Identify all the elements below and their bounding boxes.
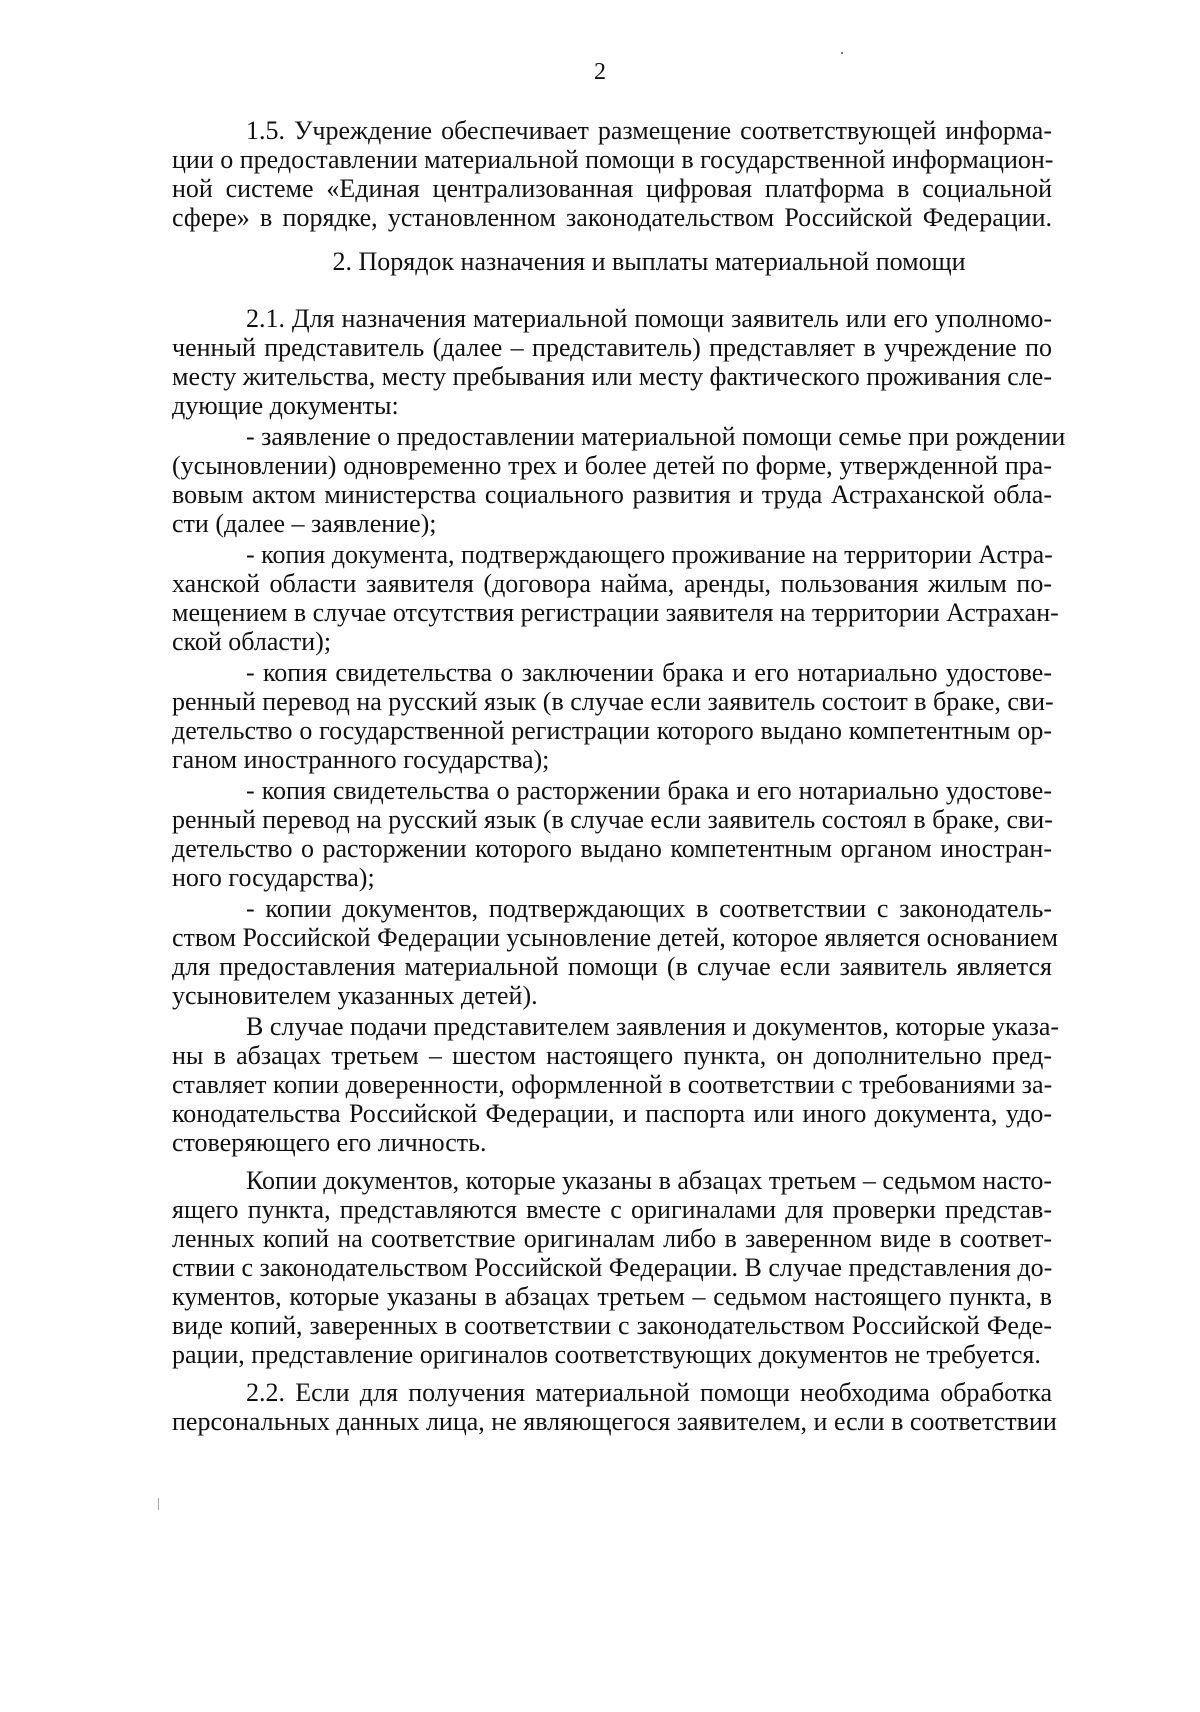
text-line: ны в абзацах третьем – шестом настоящего пункта, он дополнительно пред- <box>172 1041 1052 1070</box>
text-line: ханской области заявителя (договора найма, аренды, пользования жилым по- <box>172 569 1052 598</box>
paragraph-representative <box>172 1012 1060 1157</box>
text-line: дующие документы: <box>172 391 399 420</box>
page-number: 2 <box>594 59 606 85</box>
text-line: ции о предоставлении материальной помощи в государственной информацион- <box>172 145 1054 174</box>
list-item-marriage-certificate <box>172 658 1052 774</box>
text-line: месту жительства, месту пребывания или месту фактического проживания сле- <box>172 362 1052 391</box>
text-line: кументов, которые указаны в абзацах третьем – седьмом настоящего пункта, в <box>172 1282 1052 1311</box>
text-line: (усыновлении) одновременно трех и более детей по форме, утвержденной пра- <box>172 451 1052 480</box>
text-line: мещением в случае отсутствия регистрации заявителя на территории Астрахан- <box>172 598 1059 627</box>
text-line: вовым актом министерства социального развития и труда Астраханской обла- <box>172 480 1052 509</box>
text-line: ченный представитель (далее – представитель) представляет в учреждение по <box>172 333 1052 362</box>
text-line: - копия свидетельства о расторжении брака и его нотариально удостове- <box>246 776 1052 805</box>
text-line: ной системе «Единая централизованная цифровая платформа в социальной <box>172 174 1052 203</box>
paragraph-1-5 <box>172 116 1052 232</box>
text-line: Копии документов, которые указаны в абзацах третьем – седьмом насто- <box>246 1166 1053 1195</box>
list-item-adoption-documents <box>172 894 1058 1010</box>
document-body <box>172 116 1066 1436</box>
text-line: - заявление о предоставлении материальной помощи семье при рождении <box>246 422 1066 451</box>
scan-speck <box>841 52 843 54</box>
paragraph-2-2 <box>172 1378 1057 1436</box>
text-line: ставляет копии доверенности, оформленной в соответствии с требованиями за- <box>172 1070 1053 1099</box>
text-line: ской области); <box>172 627 332 656</box>
text-line: усыновителем указанных детей). <box>172 981 538 1010</box>
text-line: ганом иностранного государства); <box>172 745 550 774</box>
text-line: сти (далее – заявление); <box>172 509 437 538</box>
text-line: рации, представление оригиналов соответствующих документов не требуется. <box>172 1340 1041 1369</box>
list-item-application <box>172 422 1066 538</box>
text-line: 1.5. Учреждение обеспечивает размещение соответствующей информа- <box>246 116 1052 145</box>
text-line: ленных копий на соответствие оригиналам либо в заверенном виде в соответ- <box>172 1224 1052 1253</box>
text-line: детельство о государственной регистрации которого выдано компетентным ор- <box>172 716 1052 745</box>
list-item-divorce-certificate <box>172 776 1052 892</box>
text-line: стоверяющего его личность. <box>172 1128 487 1157</box>
text-line: ящего пункта, представляются вместе с оригиналами для проверки представ- <box>172 1195 1052 1224</box>
text-line: детельство о расторжении которого выдано компетентным органом иностран- <box>172 834 1052 863</box>
text-line: 2.1. Для назначения материальной помощи заявитель или его уполномо- <box>246 304 1052 333</box>
text-line: ством Российской Федерации усыновление детей, которое является основанием <box>172 923 1058 952</box>
text-line: конодательства Российской Федерации, и паспорта или иного документа, удо- <box>172 1099 1052 1128</box>
text-line: - копии документов, подтверждающих в соответствии с законодатель- <box>246 894 1052 923</box>
section-heading: 2. Порядок назначения и выплаты материальной помощи <box>332 247 966 276</box>
text-line: ствии с законодательством Российской Федерации. В случае представления до- <box>172 1253 1053 1282</box>
text-line: - копия свидетельства о заключении брака и его нотариально удостове- <box>246 658 1052 687</box>
text-line: В случае подачи представителем заявления и документов, которые указа- <box>246 1012 1060 1041</box>
text-line: виде копий, заверенных в соответствии с законодательством Российской Феде- <box>172 1311 1052 1340</box>
text-line: - копия документа, подтверждающего проживание на территории Астра- <box>246 540 1053 569</box>
paragraph-2-1 <box>172 304 1052 420</box>
text-line: для предоставления материальной помощи (в случае если заявитель является <box>172 952 1052 981</box>
text-line: ренный перевод на русский язык (в случае если заявитель состоял в браке, сви- <box>172 805 1053 834</box>
list-item-residence-document <box>172 540 1059 656</box>
scan-mark <box>158 1498 159 1510</box>
paragraph-document-copies <box>172 1166 1052 1369</box>
text-line: сфере» в порядке, установленном законодательством Российской Федерации. <box>172 203 1052 232</box>
text-line: персональных данных лица, не являющегося заявителем, и если в соответствии <box>172 1407 1057 1436</box>
text-line: ренный перевод на русский язык (в случае если заявитель состоит в браке, сви- <box>172 687 1054 716</box>
text-line: ного государства); <box>172 863 375 892</box>
text-line: 2.2. Если для получения материальной помощи необходима обработка <box>246 1378 1052 1407</box>
